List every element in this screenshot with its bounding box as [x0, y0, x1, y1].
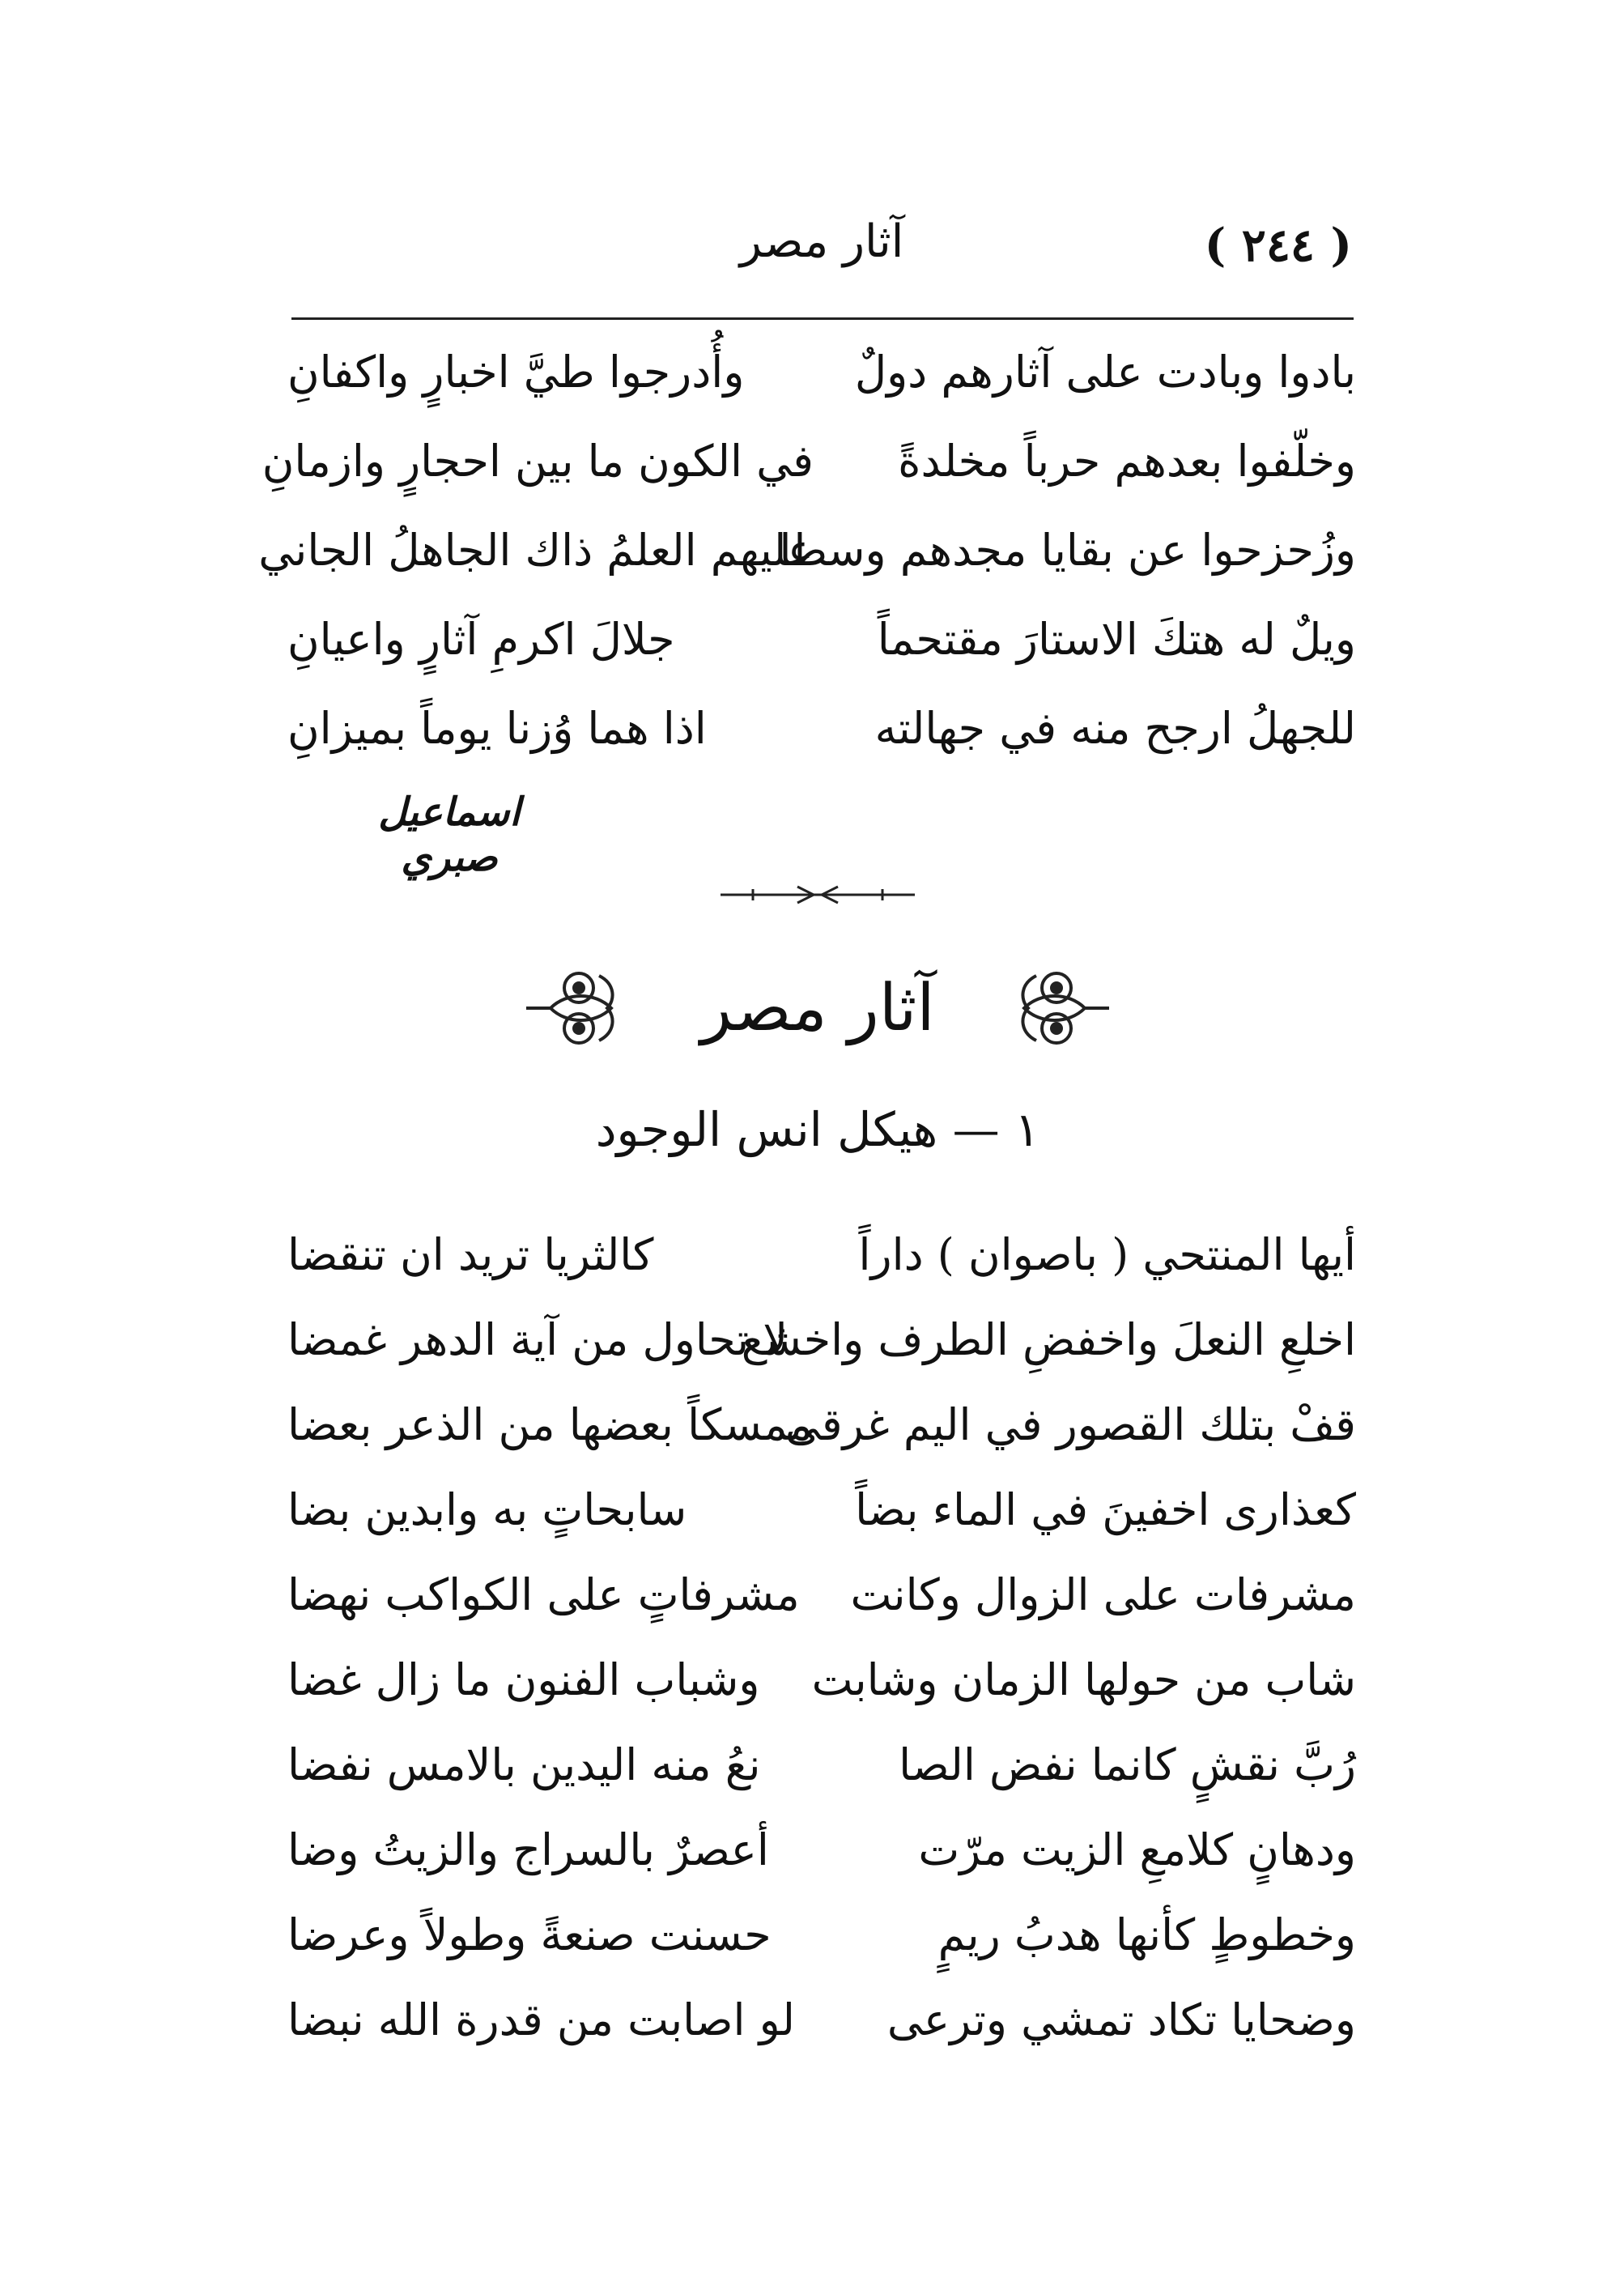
running-header-title: آثار مصر	[739, 215, 904, 268]
verse-first-hemistich: مشرفات على الزوال وكانت	[850, 1569, 1356, 1620]
verse-line	[287, 1470, 1356, 1551]
verse-line	[287, 1215, 1356, 1296]
page-number: ( ٢٤٤ )	[1204, 219, 1352, 272]
verse-second-hemistich: حسنت صنعةً وطولاً وعرضا	[287, 1909, 772, 1960]
divider-ornament	[721, 883, 915, 907]
verse-second-hemistich: ممسكاً بعضها من الذعر بعضا	[287, 1399, 813, 1450]
verse-second-hemistich: مشرفاتٍ على الكواكب نهضا	[287, 1569, 800, 1620]
verse-second-hemistich: جلالَ اكرمِ آثارٍ واعيانِ	[287, 614, 675, 665]
verse-first-hemistich: ويلٌ له هتكَ الاستارَ مقتحماً	[877, 614, 1356, 665]
verse-second-hemistich: سابحاتٍ به وابدين بضا	[287, 1484, 687, 1535]
verse-second-hemistich: في الكون ما بين احجارٍ وازمانِ	[261, 436, 814, 487]
verse-first-hemistich: وزُحزحوا عن بقايا مجدهم وسطا	[779, 525, 1356, 576]
verse-first-hemistich: بادوا وبادت على آثارهم دولٌ	[854, 347, 1356, 398]
verse-first-hemistich: رُبَّ نقشٍ كانما نفض الصا	[899, 1739, 1356, 1790]
verse-line	[287, 1895, 1356, 1976]
verse-line	[287, 599, 1356, 680]
arabesque-ornament-icon	[1012, 960, 1117, 1057]
verse-first-hemistich: وخلّفوا بعدهم حرباً مخلدةً	[898, 436, 1356, 487]
verse-second-hemistich: لو اصابت من قدرة الله نبضا	[287, 1994, 795, 2045]
verse-line	[287, 332, 1356, 413]
verse-second-hemistich: لا تحاول من آية الدهر غمضا	[287, 1314, 789, 1365]
verse-line	[287, 1810, 1356, 1891]
verse-line	[287, 1640, 1356, 1721]
running-header	[291, 215, 1352, 292]
verse-first-hemistich: وخطوطٍ كأنها هدبُ ريمٍ	[937, 1909, 1356, 1960]
section-title: آثار مصر	[700, 970, 935, 1045]
verse-line	[258, 510, 1356, 591]
verse-second-hemistich: اذا هما وُزنا يوماً بميزانِ	[287, 703, 707, 754]
verse-second-hemistich: نعُ منه اليدين بالامس نفضا	[287, 1739, 761, 1790]
verse-second-hemistich: وأُدرجوا طيَّ اخبارٍ واكفانِ	[287, 347, 745, 398]
section-title-block	[518, 951, 1117, 1073]
verse-line	[287, 1555, 1356, 1636]
arabesque-ornament-icon	[518, 960, 623, 1057]
verse-first-hemistich: اخلعِ النعلَ واخفضِ الطرف واخشع	[741, 1314, 1356, 1365]
verse-line	[287, 1385, 1356, 1466]
poet-signature: اسماعيل صبري	[378, 789, 521, 880]
verse-first-hemistich: ودهانٍ كلامعِ الزيت مرّت	[918, 1824, 1356, 1875]
verse-second-hemistich: أعصرٌ بالسراج والزيتُ وضا	[287, 1824, 769, 1875]
verse-line	[287, 1300, 1356, 1381]
verse-first-hemistich: شاب من حولها الزمان وشابت	[811, 1654, 1356, 1705]
verse-second-hemistich: عليهم العلمُ ذاك الجاهلُ الجاني	[258, 525, 814, 576]
verse-first-hemistich: قفْ بتلك القصور في اليم غرقى	[784, 1399, 1356, 1450]
verse-line	[287, 1980, 1356, 2061]
verse-second-hemistich: كالثريا تريد ان تنقضا	[287, 1229, 654, 1280]
verse-line	[287, 1725, 1356, 1806]
verse-second-hemistich: وشباب الفنون ما زال غضا	[287, 1654, 760, 1705]
verse-line	[261, 421, 1356, 502]
verse-first-hemistich: وضحايا تكاد تمشي وترعى	[886, 1994, 1356, 2045]
verse-first-hemistich: كعذارى اخفينَ في الماء بضاً	[855, 1484, 1356, 1535]
poem-heading: ١ — هيكل انس الوجود	[595, 1102, 1040, 1157]
header-rule	[291, 317, 1354, 320]
verse-first-hemistich: للجهلُ ارجح منه في جهالته	[874, 703, 1356, 754]
verse-line	[287, 688, 1356, 769]
verse-first-hemistich: أيها المنتحي ( باصوان ) داراً	[858, 1229, 1356, 1280]
